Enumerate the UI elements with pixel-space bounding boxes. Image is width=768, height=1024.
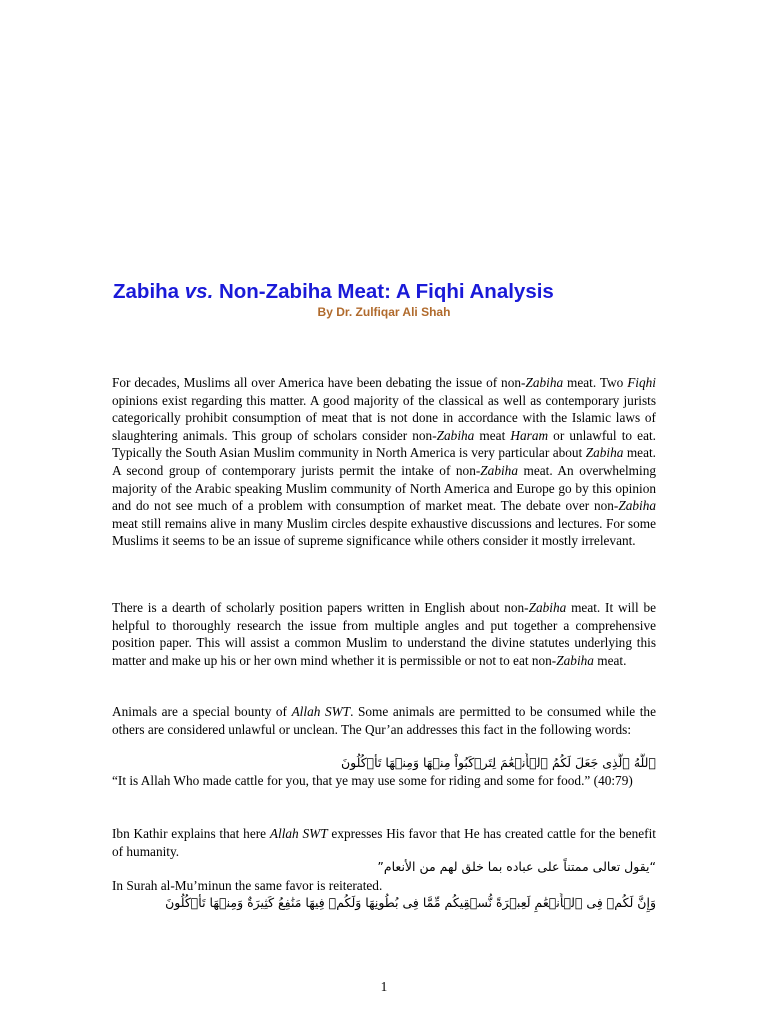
- italic-term: Haram: [510, 427, 549, 443]
- italic-term: Allah SWT: [269, 826, 328, 841]
- text-run: or unlawful to eat. Typically the South Asian Muslim community in North America is very particular about: [112, 427, 657, 461]
- author-byline: By Dr. Zulfiqar Ali Shah: [317, 305, 451, 319]
- paragraph-ibn-kathir: [112, 825, 656, 860]
- document-title: [113, 278, 733, 306]
- text-run: meat.: [593, 652, 627, 668]
- text-run: . Some animals are permitted to be consumed while the others are considered unlawful or unclean. The Qur’an addresses this fact in the following words:: [112, 704, 656, 737]
- italic-term: Zabiha: [436, 427, 475, 443]
- italic-term: Zabiha: [556, 652, 594, 668]
- text-run: Animals are a special bounty of: [112, 704, 292, 719]
- text-run: meat. It will be helpful to thoroughly research the issue from multiple angles and put together a comprehensive position paper. This will assist a common Muslim to understand the divine statutes underlying this matter and make up his or her own mind whether it is permissible or not to eat non-: [112, 600, 657, 668]
- title-part-vs: vs.: [184, 280, 214, 303]
- paragraph-intro: [112, 374, 656, 550]
- arabic-verse-40-79: ٱللَّهُ ٱلَّذِى جَعَلَ لَكُمُ ٱلۡأَنۡعَٰمَ لِتَرۡكَبُواْ مِنۡهَا وَمِنۡهَا تَأۡكُلُونَ: [340, 755, 656, 770]
- paragraph-surah-muminun: [112, 877, 656, 895]
- arabic-ibn-kathir-quote: “يقول تعالى ممتناً على عباده بما خلق لهم من الأنعام”: [377, 859, 656, 874]
- text-run: “It is Allah Who made cattle for you, that ye may use some for riding and some for food.” (40:79): [112, 773, 633, 788]
- text-run: meat. Two: [563, 375, 628, 390]
- text-run: meat. An overwhelming majority of the Arabic speaking Muslim community of North America and Europe go by this opinion and do not see much of a problem with consumption of market meat. The debate over non-: [112, 462, 657, 514]
- verse-translation: [112, 772, 656, 790]
- arabic-verse-muminun: وَإِنَّ لَكُمۡ فِى ٱلۡأَنۡعَٰمِ لَعِبۡرَةً نُّسۡقِيكُم مِّمَّا فِى بُطُونِهَا وَلَكُمۡ فِيهَا مَنَٰفِعُ كَثِيرَةٌ وَمِنۡهَا تَأۡكُلُونَ: [165, 895, 656, 910]
- text-run: For decades, Muslims all over America have been debating the issue of non-: [112, 375, 526, 390]
- italic-term: Zabiha: [585, 445, 624, 461]
- paragraph-animals-bounty: [112, 703, 656, 738]
- italic-term: Allah SWT: [291, 704, 351, 719]
- text-run: In Surah al-Mu’minun the same favor is reiterated.: [112, 878, 383, 893]
- title-part-zabiha: Zabiha: [113, 280, 185, 303]
- page-number: 1: [380, 979, 388, 994]
- text-run: There is a dearth of scholarly position papers written in English about non-: [112, 600, 529, 615]
- text-run: expresses His favor that He has created cattle for the benefit of humanity.: [112, 826, 656, 859]
- italic-term: Zabiha: [525, 375, 564, 390]
- title-part-rest: Non-Zabiha Meat: A Fiqhi Analysis: [213, 280, 554, 303]
- italic-term: Zabiha: [618, 498, 656, 514]
- paragraph-position-papers: [112, 599, 656, 669]
- italic-term: Zabiha: [528, 600, 567, 615]
- italic-term: Zabiha: [480, 462, 518, 478]
- text-run: opinions exist regarding this matter. A good majority of the classical as well as contemporary jurists categorically prohibit consumption of meat that is not done in accordance with the Islamic laws of slaughtering animals. This group of scholars consider non-: [112, 392, 656, 443]
- text-run: meat: [474, 427, 511, 443]
- italic-term: Fiqhi: [627, 375, 656, 390]
- text-run: Ibn Kathir explains that here: [112, 826, 270, 841]
- text-run: meat still remains alive in many Muslim circles despite exhaustive discussions and lectures. For some Muslims it seems to be an issue of supreme significance while others consider it mostly irrelevant.: [112, 515, 656, 549]
- text-run: meat. A second group of contemporary jurists permit the intake of non-: [112, 445, 656, 478]
